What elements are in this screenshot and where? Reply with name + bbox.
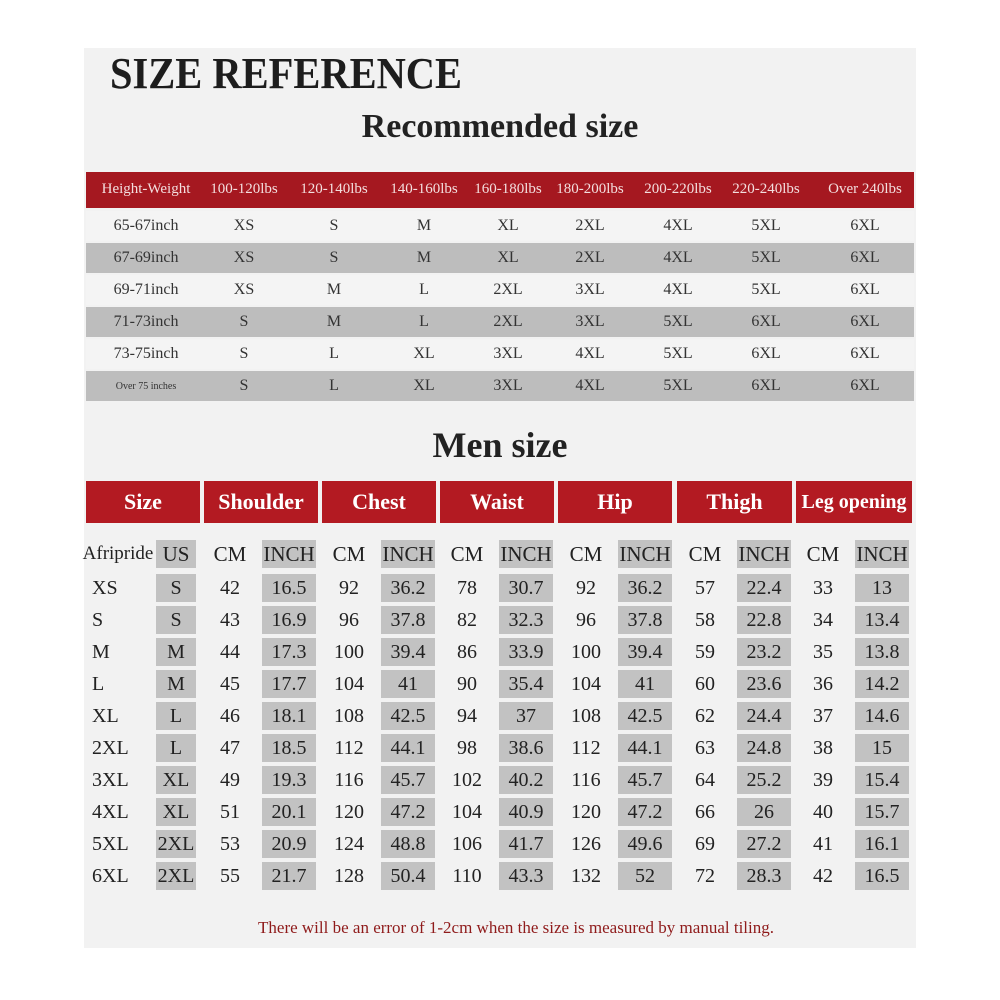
measurement-cell: 41 bbox=[381, 670, 435, 698]
measurement-cell: 120 bbox=[334, 801, 364, 823]
recommended-size-cell: 4XL bbox=[663, 281, 693, 298]
recommended-size-cell: S bbox=[239, 345, 249, 362]
men-sub-header: CM bbox=[806, 542, 840, 566]
measurement-cell: 104 bbox=[452, 801, 482, 823]
us-size-cell: 2XL bbox=[156, 830, 196, 858]
men-sub-header: CM bbox=[450, 542, 484, 566]
recommended-size-cell: 6XL bbox=[850, 249, 880, 266]
measurement-note: There will be an error of 1-2cm when the size is measured by manual tiling. bbox=[258, 918, 774, 937]
us-size-cell: L bbox=[156, 702, 196, 730]
measurement-cell: 120 bbox=[571, 801, 601, 823]
recommended-size-cell: 6XL bbox=[850, 345, 880, 362]
measurement-cell: 58 bbox=[695, 609, 715, 631]
measurement-cell: 42 bbox=[220, 577, 240, 599]
recommended-size-cell: XL bbox=[497, 217, 519, 234]
afripride-size-cell: 3XL bbox=[92, 769, 129, 791]
men-group-header: Chest bbox=[322, 481, 436, 523]
recommended-size-cell: 5XL bbox=[751, 217, 781, 234]
measurement-cell: 72 bbox=[695, 865, 715, 887]
recommended-size-cell: M bbox=[326, 281, 342, 298]
recommended-row bbox=[86, 211, 914, 241]
measurement-cell: 13.4 bbox=[855, 606, 909, 634]
measurement-cell: 45 bbox=[220, 673, 240, 695]
men-sub-header: INCH bbox=[619, 542, 671, 566]
men-sub-header: INCH bbox=[263, 542, 315, 566]
recommended-size-cell: XS bbox=[233, 217, 255, 234]
measurement-cell: 38.6 bbox=[499, 734, 553, 762]
measurement-cell: 116 bbox=[571, 769, 601, 791]
recommended-size-cell: 2XL bbox=[575, 217, 605, 234]
measurement-cell: 20.1 bbox=[262, 798, 316, 826]
recommended-header-cell: 200-220lbs bbox=[644, 181, 712, 197]
recommended-size-cell: S bbox=[329, 217, 339, 234]
measurement-cell: 18.5 bbox=[262, 734, 316, 762]
men-sub-header: Afripride bbox=[82, 543, 154, 564]
measurement-cell: 15 bbox=[855, 734, 909, 762]
measurement-cell: 14.2 bbox=[855, 670, 909, 698]
recommended-size-cell: 4XL bbox=[663, 249, 693, 266]
us-size-cell: XL bbox=[156, 798, 196, 826]
afripride-size-cell: 2XL bbox=[92, 737, 129, 759]
measurement-cell: 94 bbox=[457, 705, 477, 727]
recommended-size-cell: 6XL bbox=[751, 313, 781, 330]
measurement-cell: 42.5 bbox=[618, 702, 672, 730]
recommended-header-cell: 100-120lbs bbox=[210, 181, 278, 197]
men-group-header: Waist bbox=[440, 481, 554, 523]
measurement-cell: 104 bbox=[571, 673, 601, 695]
measurement-cell: 30.7 bbox=[499, 574, 553, 602]
us-size-cell: M bbox=[156, 670, 196, 698]
men-group-header: Size bbox=[86, 481, 200, 523]
men-group-header: Shoulder bbox=[204, 481, 318, 523]
recommended-size-cell: 5XL bbox=[751, 281, 781, 298]
recommended-header-row bbox=[86, 172, 914, 208]
men-sub-header: CM bbox=[569, 542, 603, 566]
us-size-cell: L bbox=[156, 734, 196, 762]
measurement-cell: 41.7 bbox=[499, 830, 553, 858]
measurement-cell: 34 bbox=[813, 609, 833, 631]
recommended-row bbox=[86, 339, 914, 369]
measurement-cell: 110 bbox=[452, 865, 482, 887]
measurement-cell: 39.4 bbox=[618, 638, 672, 666]
measurement-cell: 116 bbox=[334, 769, 364, 791]
recommended-header-cell: 120-140lbs bbox=[300, 181, 368, 197]
measurement-cell: 92 bbox=[339, 577, 359, 599]
measurement-cell: 100 bbox=[571, 641, 601, 663]
measurement-cell: 59 bbox=[695, 641, 715, 663]
measurement-cell: 92 bbox=[576, 577, 596, 599]
measurement-cell: 40.2 bbox=[499, 766, 553, 794]
measurement-cell: 43.3 bbox=[499, 862, 553, 890]
measurement-cell: 53 bbox=[220, 833, 240, 855]
height-range-cell: 67-69inch bbox=[113, 249, 179, 266]
recommended-size-cell: 2XL bbox=[493, 313, 523, 330]
recommended-size-cell: 6XL bbox=[850, 377, 880, 394]
recommended-row bbox=[86, 307, 914, 337]
recommended-size-cell: 5XL bbox=[663, 345, 693, 362]
measurement-cell: 40 bbox=[813, 801, 833, 823]
measurement-cell: 16.1 bbox=[855, 830, 909, 858]
measurement-cell: 60 bbox=[695, 673, 715, 695]
recommended-size-cell: L bbox=[419, 281, 429, 298]
measurement-cell: 21.7 bbox=[262, 862, 316, 890]
men-group-header: Leg opening bbox=[796, 481, 912, 523]
men-sub-header: INCH bbox=[382, 542, 434, 566]
recommended-size-cell: L bbox=[329, 377, 339, 394]
measurement-cell: 52 bbox=[618, 862, 672, 890]
measurement-cell: 14.6 bbox=[855, 702, 909, 730]
recommended-size-cell: M bbox=[416, 217, 432, 234]
men-sub-header: CM bbox=[213, 542, 247, 566]
recommended-size-cell: 6XL bbox=[751, 377, 781, 394]
measurement-cell: 36.2 bbox=[381, 574, 435, 602]
measurement-cell: 49 bbox=[220, 769, 240, 791]
measurement-cell: 57 bbox=[695, 577, 715, 599]
measurement-cell: 108 bbox=[334, 705, 364, 727]
measurement-cell: 17.7 bbox=[262, 670, 316, 698]
measurement-cell: 38 bbox=[813, 737, 833, 759]
recommended-size-cell: M bbox=[416, 249, 432, 266]
measurement-cell: 20.9 bbox=[262, 830, 316, 858]
measurement-cell: 39 bbox=[813, 769, 833, 791]
men-sub-header: CM bbox=[332, 542, 366, 566]
measurement-cell: 96 bbox=[339, 609, 359, 631]
measurement-cell: 45.7 bbox=[381, 766, 435, 794]
measurement-cell: 37.8 bbox=[618, 606, 672, 634]
measurement-cell: 82 bbox=[457, 609, 477, 631]
recommended-size-cell: 6XL bbox=[850, 313, 880, 330]
measurement-cell: 42.5 bbox=[381, 702, 435, 730]
measurement-cell: 98 bbox=[457, 737, 477, 759]
recommended-size-cell: XL bbox=[413, 345, 435, 362]
recommended-header-cell: 180-200lbs bbox=[556, 181, 624, 197]
measurement-cell: 50.4 bbox=[381, 862, 435, 890]
measurement-cell: 13 bbox=[855, 574, 909, 602]
recommended-size-cell: 3XL bbox=[493, 377, 523, 394]
afripride-size-cell: 6XL bbox=[92, 865, 129, 887]
height-range-cell: 69-71inch bbox=[113, 281, 179, 298]
measurement-cell: 22.4 bbox=[737, 574, 791, 602]
us-size-cell: S bbox=[156, 574, 196, 602]
measurement-cell: 124 bbox=[334, 833, 364, 855]
measurement-cell: 78 bbox=[457, 577, 477, 599]
measurement-cell: 112 bbox=[334, 737, 364, 759]
measurement-cell: 45.7 bbox=[618, 766, 672, 794]
recommended-size-cell: 6XL bbox=[850, 281, 880, 298]
measurement-cell: 16.9 bbox=[262, 606, 316, 634]
measurement-cell: 41 bbox=[813, 833, 833, 855]
measurement-cell: 108 bbox=[571, 705, 601, 727]
measurement-cell: 15.7 bbox=[855, 798, 909, 826]
recommended-size-cell: XS bbox=[233, 249, 255, 266]
recommended-size-cell: 3XL bbox=[493, 345, 523, 362]
recommended-header-cell: 140-160lbs bbox=[390, 181, 458, 197]
men-size-heading: Men size bbox=[432, 425, 568, 465]
measurement-cell: 33 bbox=[813, 577, 833, 599]
men-sub-header: INCH bbox=[738, 542, 790, 566]
height-range-cell: 73-75inch bbox=[113, 345, 179, 362]
measurement-cell: 39.4 bbox=[381, 638, 435, 666]
recommended-size-cell: XL bbox=[413, 377, 435, 394]
recommended-header-cell: Height-Weight bbox=[101, 181, 191, 197]
recommended-size-cell: 4XL bbox=[575, 345, 605, 362]
measurement-cell: 37.8 bbox=[381, 606, 435, 634]
page-title: SIZE REFERENCE bbox=[110, 49, 463, 98]
measurement-cell: 13.8 bbox=[855, 638, 909, 666]
height-range-cell: 65-67inch bbox=[113, 217, 179, 234]
recommended-size-cell: S bbox=[329, 249, 339, 266]
measurement-cell: 37 bbox=[499, 702, 553, 730]
measurement-cell: 35 bbox=[813, 641, 833, 663]
us-size-cell: M bbox=[156, 638, 196, 666]
measurement-cell: 40.9 bbox=[499, 798, 553, 826]
measurement-cell: 36 bbox=[813, 673, 833, 695]
measurement-cell: 128 bbox=[334, 865, 364, 887]
height-range-cell: 71-73inch bbox=[113, 313, 179, 330]
recommended-size-cell: 5XL bbox=[663, 377, 693, 394]
recommended-size-cell: 4XL bbox=[663, 217, 693, 234]
men-sub-header: US bbox=[156, 540, 196, 568]
recommended-header-cell: 220-240lbs bbox=[732, 181, 800, 197]
measurement-cell: 132 bbox=[571, 865, 601, 887]
measurement-cell: 24.4 bbox=[737, 702, 791, 730]
measurement-cell: 106 bbox=[452, 833, 482, 855]
afripride-size-cell: 5XL bbox=[92, 833, 129, 855]
recommended-size-cell: 4XL bbox=[575, 377, 605, 394]
men-sub-header: INCH bbox=[500, 542, 552, 566]
measurement-cell: 96 bbox=[576, 609, 596, 631]
recommended-size-cell: 3XL bbox=[575, 281, 605, 298]
measurement-cell: 102 bbox=[452, 769, 482, 791]
afripride-size-cell: M bbox=[92, 641, 110, 663]
measurement-cell: 86 bbox=[457, 641, 477, 663]
recommended-size-cell: 2XL bbox=[575, 249, 605, 266]
recommended-size-cell: S bbox=[239, 377, 249, 394]
measurement-cell: 36.2 bbox=[618, 574, 672, 602]
measurement-cell: 66 bbox=[695, 801, 715, 823]
measurement-cell: 90 bbox=[457, 673, 477, 695]
recommended-size-cell: 2XL bbox=[493, 281, 523, 298]
recommended-size-cell: XS bbox=[233, 281, 255, 298]
men-group-header: Hip bbox=[558, 481, 672, 523]
recommended-size-cell: 6XL bbox=[751, 345, 781, 362]
afripride-size-cell: L bbox=[92, 673, 105, 695]
measurement-cell: 24.8 bbox=[737, 734, 791, 762]
measurement-cell: 47 bbox=[220, 737, 240, 759]
measurement-cell: 46 bbox=[220, 705, 240, 727]
measurement-cell: 112 bbox=[571, 737, 601, 759]
measurement-cell: 51 bbox=[220, 801, 240, 823]
measurement-cell: 16.5 bbox=[262, 574, 316, 602]
recommended-row bbox=[86, 275, 914, 305]
afripride-size-cell: 4XL bbox=[92, 801, 129, 823]
measurement-cell: 69 bbox=[695, 833, 715, 855]
measurement-cell: 17.3 bbox=[262, 638, 316, 666]
measurement-cell: 33.9 bbox=[499, 638, 553, 666]
measurement-cell: 26 bbox=[737, 798, 791, 826]
measurement-cell: 64 bbox=[695, 769, 715, 791]
measurement-cell: 15.4 bbox=[855, 766, 909, 794]
recommended-row bbox=[86, 371, 914, 401]
measurement-cell: 16.5 bbox=[855, 862, 909, 890]
recommended-header-cell: 160-180lbs bbox=[474, 181, 542, 197]
measurement-cell: 25.2 bbox=[737, 766, 791, 794]
measurement-cell: 47.2 bbox=[381, 798, 435, 826]
recommended-size-cell: 6XL bbox=[850, 217, 880, 234]
recommended-size-cell: 3XL bbox=[575, 313, 605, 330]
measurement-cell: 44.1 bbox=[381, 734, 435, 762]
measurement-cell: 23.6 bbox=[737, 670, 791, 698]
recommended-size-cell: M bbox=[326, 313, 342, 330]
recommended-row bbox=[86, 243, 914, 273]
recommended-size-cell: 5XL bbox=[751, 249, 781, 266]
measurement-cell: 43 bbox=[220, 609, 240, 631]
us-size-cell: S bbox=[156, 606, 196, 634]
height-range-cell: Over 75 inches bbox=[115, 381, 177, 392]
measurement-cell: 48.8 bbox=[381, 830, 435, 858]
men-sub-header: CM bbox=[688, 542, 722, 566]
afripride-size-cell: XL bbox=[92, 705, 119, 727]
measurement-cell: 42 bbox=[813, 865, 833, 887]
us-size-cell: 2XL bbox=[156, 862, 196, 890]
measurement-cell: 19.3 bbox=[262, 766, 316, 794]
recommended-size-cell: L bbox=[419, 313, 429, 330]
recommended-size-cell: XL bbox=[497, 249, 519, 266]
measurement-cell: 49.6 bbox=[618, 830, 672, 858]
measurement-cell: 18.1 bbox=[262, 702, 316, 730]
measurement-cell: 23.2 bbox=[737, 638, 791, 666]
recommended-size-cell: 5XL bbox=[663, 313, 693, 330]
afripride-size-cell: XS bbox=[92, 577, 118, 599]
measurement-cell: 44 bbox=[220, 641, 240, 663]
measurement-cell: 104 bbox=[334, 673, 364, 695]
measurement-cell: 126 bbox=[571, 833, 601, 855]
recommended-size-heading: Recommended size bbox=[361, 108, 639, 145]
measurement-cell: 63 bbox=[695, 737, 715, 759]
men-group-header: Thigh bbox=[677, 481, 792, 523]
afripride-size-cell: S bbox=[92, 609, 104, 631]
measurement-cell: 28.3 bbox=[737, 862, 791, 890]
us-size-cell: XL bbox=[156, 766, 196, 794]
recommended-size-cell: L bbox=[329, 345, 339, 362]
measurement-cell: 41 bbox=[618, 670, 672, 698]
measurement-cell: 27.2 bbox=[737, 830, 791, 858]
measurement-cell: 55 bbox=[220, 865, 240, 887]
recommended-size-cell: S bbox=[239, 313, 249, 330]
men-sub-header: INCH bbox=[856, 542, 908, 566]
measurement-cell: 35.4 bbox=[499, 670, 553, 698]
measurement-cell: 37 bbox=[813, 705, 833, 727]
measurement-cell: 100 bbox=[334, 641, 364, 663]
measurement-cell: 22.8 bbox=[737, 606, 791, 634]
measurement-cell: 32.3 bbox=[499, 606, 553, 634]
measurement-cell: 44.1 bbox=[618, 734, 672, 762]
recommended-header-cell: Over 240lbs bbox=[828, 181, 902, 197]
measurement-cell: 62 bbox=[695, 705, 715, 727]
measurement-cell: 47.2 bbox=[618, 798, 672, 826]
